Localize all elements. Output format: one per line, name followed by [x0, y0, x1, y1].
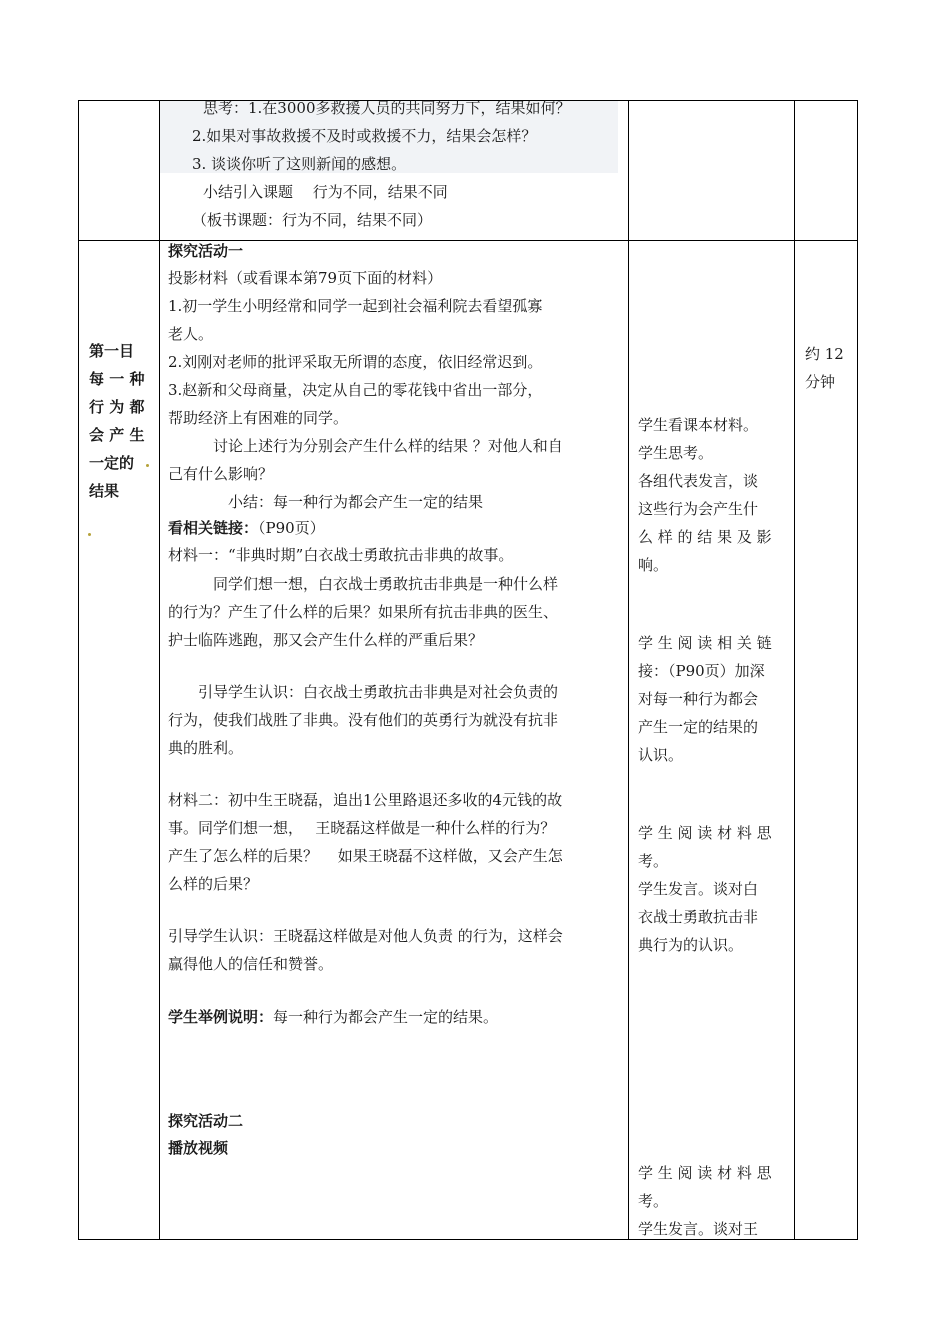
student-examples-text: 每一种行为都会产生一定的结果。 [273, 1008, 499, 1026]
table-divider-1 [159, 100, 160, 1240]
material-1-line: 同学们想一想，白衣战士勇敢抗击非典是一种什么样 [168, 575, 559, 593]
activity-1-line: 3.赵新和父母商量，决定从自己的零花钱中省出一部分， [168, 381, 543, 399]
guide-1-line: 行为，使我们战胜了非典。没有他们的英勇行为就没有抗非 [168, 711, 559, 729]
section-heading-line: 会 产 生 [89, 426, 145, 444]
intro-summary: 小结引入课题 行为不同，结果不同 [203, 183, 448, 201]
related-links [168, 518, 325, 538]
student-activity-line: 学生看课本材料。 [638, 416, 759, 434]
table-divider-2 [628, 100, 629, 1240]
activity-1-line: 老人。 [168, 325, 214, 343]
student-activity-line: 学生发言。谈对白 [638, 880, 759, 898]
activity-1-line: 1.初一学生小明经常和同学一起到社会福利院去看望孤寡 [168, 297, 543, 315]
table-border-bottom [78, 1239, 858, 1240]
thinking-question-1: 思考：1.在3000多救援人员的共同努力下，结果如何？ [203, 99, 571, 117]
stray-mark [146, 464, 149, 467]
student-activity-line: 么 样 的 结 果 及 影 [638, 528, 772, 546]
student-activity-line: 认识。 [638, 746, 684, 764]
thinking-question-2: 2.如果对事故救援不及时或救援不力，结果会怎样？ [192, 127, 537, 145]
section-heading-line: 每 一 种 [89, 370, 145, 388]
guide-2-line: 赢得他人的信任和赞誉。 [168, 955, 334, 973]
thinking-question-3: 3. 谈谈你听了这则新闻的感想。 [192, 155, 407, 173]
student-activity-line: 学 生 阅 读 材 料 思 [638, 824, 772, 842]
activity-1-line: 己有什么影响？ [168, 465, 274, 483]
student-activity-line: 各组代表发言，谈 [638, 472, 759, 490]
material-1-line: 材料一：“非典时期”白衣战士勇敢抗击非典的故事。 [168, 546, 514, 564]
material-2-line: 产生了怎么样的后果？ 如果王晓磊不这样做，又会产生怎 [168, 847, 563, 865]
student-activity-line: 考。 [638, 1192, 669, 1210]
material-1-line: 的行为？产生了什么样的后果？如果所有抗击非典的医生、 [168, 603, 559, 621]
related-links-label: 看相关链接： [168, 519, 259, 537]
student-activity-line: 接：（P90页）加深 [638, 662, 765, 680]
activity-1-title: 探究活动一 [168, 242, 244, 260]
student-activity-line: 典行为的认识。 [638, 936, 744, 954]
activity-1-line: 讨论上述行为分别会产生什么样的结果 ？对他人和自 [168, 437, 563, 455]
student-examples [168, 1007, 498, 1027]
related-links-page: （P90页） [258, 519, 325, 537]
table-border-left [78, 100, 79, 1240]
activity-2-subtitle: 播放视频 [168, 1139, 229, 1157]
time-estimate-line: 分钟 [805, 373, 836, 391]
material-1-line: 护士临阵逃跑，那又会产生什么样的严重后果？ [168, 631, 484, 649]
guide-1-line: 典的胜利。 [168, 739, 244, 757]
activity-2-title: 探究活动二 [168, 1112, 244, 1130]
section-heading-line: 结果 [89, 482, 120, 500]
board-title-note: （板书课题：行为不同，结果不同） [192, 211, 433, 229]
student-activity-line: 学生发言。谈对王 [638, 1220, 759, 1238]
activity-1-line: 帮助经济上有困难的同学。 [168, 409, 349, 427]
student-activity-line: 产生一定的结果的 [638, 718, 759, 736]
student-activity-line: 学 生 阅 读 材 料 思 [638, 1164, 772, 1182]
guide-1-line: 引导学生认识：白衣战士勇敢抗击非典是对社会负责的 [168, 683, 559, 701]
guide-2-line: 引导学生认识：王晓磊这样做是对他人负责 的行为，这样会 [168, 927, 563, 945]
student-activity-line: 考。 [638, 852, 669, 870]
activity-1-line: 2.刘刚对老师的批评采取无所谓的态度，依旧经常迟到。 [168, 353, 543, 371]
table-border-right [857, 100, 858, 1240]
time-estimate-line: 约 12 [805, 345, 844, 363]
section-heading-line: 一定的 [89, 454, 135, 472]
activity-1-summary: 小结：每一种行为都会产生一定的结果 [168, 493, 484, 511]
student-activity-line: 学生思考。 [638, 444, 714, 462]
student-activity-line: 这些行为会产生什 [638, 500, 759, 518]
student-activity-line: 衣战士勇敢抗击非 [638, 908, 759, 926]
student-activity-line: 对每一种行为都会 [638, 690, 759, 708]
table-divider-3 [794, 100, 795, 1240]
student-examples-label: 学生举例说明： [168, 1008, 274, 1026]
material-2-line: 么样的后果？ [168, 875, 259, 893]
section-heading-line: 第一目 [89, 342, 135, 360]
student-activity-line: 响。 [638, 556, 669, 574]
material-2-line: 材料二：初中生王晓磊，追出1公里路退还多收的4元钱的故 [168, 791, 563, 809]
stray-mark [88, 533, 91, 536]
student-activity-line: 学 生 阅 读 相 关 链 [638, 634, 772, 652]
activity-1-line: 投影材料（或看课本第79页下面的材料） [168, 269, 443, 287]
material-2-line: 事。同学们想一想， 王晓磊这样做是一种什么样的行为？ [168, 819, 556, 837]
section-heading-line: 行 为 都 [89, 398, 145, 416]
